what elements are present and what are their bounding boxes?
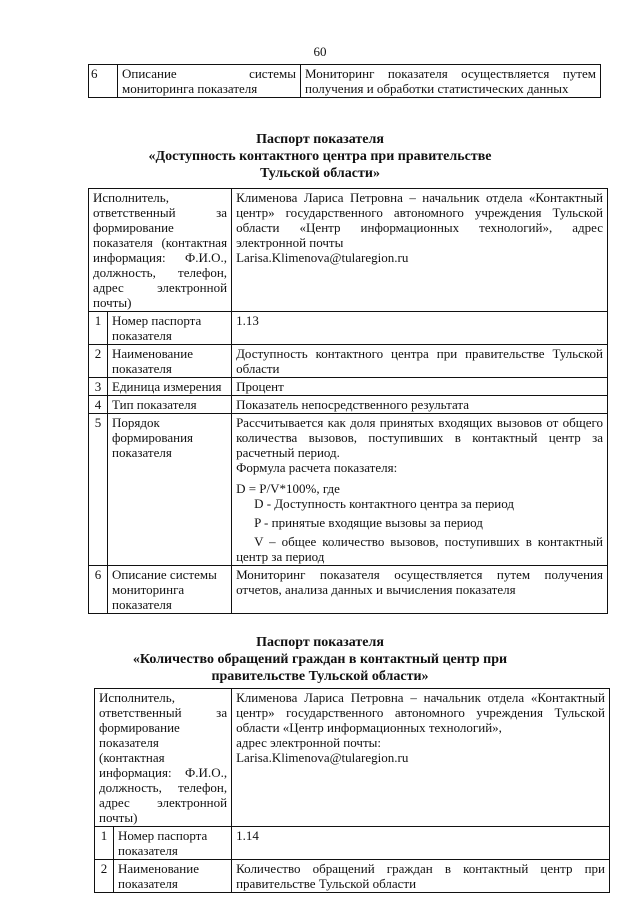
passport-1-table <box>88 188 608 614</box>
table-row: 2 Наименование показателя Доступность контактного центра при правительстве Тульской области <box>89 345 608 378</box>
executor-label: Исполнитель, ответственный за формирование показателя (контактная информация: Ф.И.О., должность, телефон, адрес электронной почты) <box>89 189 232 312</box>
page-number: 60 <box>313 44 327 59</box>
executor-value: Клименова Лариса Петровна – начальник отдела «Контактный центр» государственного автономного учреждения Тульской области «Центр информационных технологий», адрес электронной почты Larisa.Klimenova@tularegion.ru <box>232 189 608 312</box>
table-row: 2 Наименование показателя Количество обращений граждан в контактный центр при правительстве Тульской области <box>95 860 610 893</box>
table-row: 3 Единица измерения Процент <box>89 378 608 396</box>
row-value: Мониторинг показателя осуществляется путем получения и обработки статистических данных <box>301 65 601 98</box>
table-row: 1 Номер паспорта показателя 1.14 <box>95 827 610 860</box>
executor-row <box>89 189 608 312</box>
formation-row: 5 Порядок формирования показателя Рассчитывается как доля принятых входящих вызовов от общего количества вызовов, поступивших в контактный центр за расчетный период. Формула расчета показателя: D = P/V*100%, где D - Доступность контактного центра за период P - принятые входящие вызовы за период V – общее количество вызовов, поступивших в контактный центр за период <box>89 414 608 566</box>
passport-2-title: Паспорт показателя «Количество обращений граждан в контактный центр при правительстве Тульской области» <box>132 635 508 684</box>
executor-email: Larisa.Klimenova@tularegion.ru <box>236 250 409 265</box>
monitoring-row: 6 Описание системы мониторинга показателя Мониторинг показателя осуществляется путем получения отчетов, анализа данных и вычисления показателя <box>89 566 608 614</box>
table-row: 4 Тип показателя Показатель непосредственного результата <box>89 396 608 414</box>
passport-2-table <box>94 688 610 893</box>
row-label: Описание системы мониторинга показателя <box>118 65 301 98</box>
table-row: 1 Номер паспорта показателя 1.13 <box>89 312 608 345</box>
formation-description: Рассчитывается как доля принятых входящих вызовов от общего количества вызовов, поступивших в контактный центр за расчетный период. Формула расчета показателя: D = P/V*100%, где D - Доступность контактного центра за период P - принятые входящие вызовы за период V – общее количество вызовов, поступивших в контактный центр за период <box>232 414 608 566</box>
top-continuation-table <box>88 64 601 98</box>
executor-email: Larisa.Klimenova@tularegion.ru <box>236 750 409 765</box>
executor-value: Клименова Лариса Петровна – начальник отдела «Контактный центр» государственного автономного учреждения Тульской области «Центр информационных технологий», адрес электронной почты: Larisa.Klimenova@tularegion.ru <box>232 689 610 827</box>
executor-label: Исполнитель, ответственный за формирование показателя (контактная информация: Ф.И.О., должность, телефон, адрес электронной почты) <box>95 689 232 827</box>
table-row <box>89 65 601 98</box>
formula: D = P/V*100%, где <box>236 481 340 496</box>
executor-row <box>95 689 610 827</box>
row-number: 6 <box>89 65 118 98</box>
passport-1-title: Паспорт показателя «Доступность контактного центра при правительстве Тульской области» <box>148 132 492 181</box>
